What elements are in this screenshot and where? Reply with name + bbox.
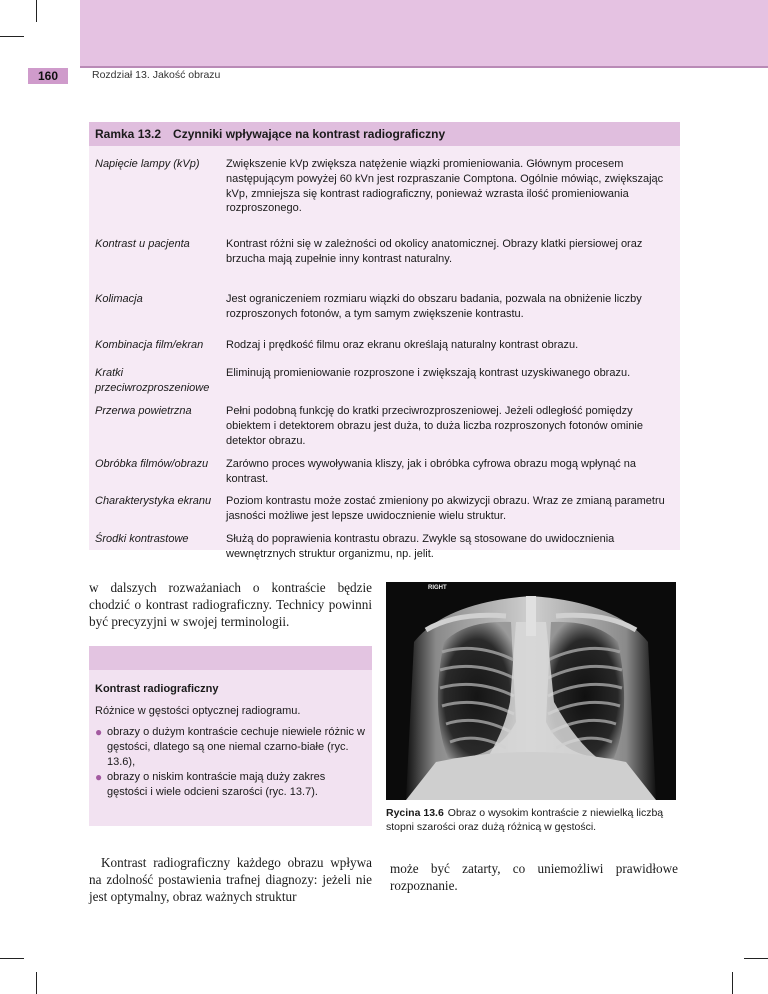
box-title: Czynniki wpływające na kontrast radiograficzny xyxy=(173,127,446,141)
box-row xyxy=(89,338,680,353)
list-item xyxy=(95,725,366,770)
row-value: Zwiększenie kVp zwiększa natężenie wiązki promieniowania. Głównym procesem następującym powyżej 60 kVn jest rozpraszanie Comptona. Ogólnie mówiąc, zwiększając kVp, zmniejsza się kontrast radiograficzny, ponieważ wzrasta ilość promieniowania rozproszonego. xyxy=(226,158,664,215)
row-value: Eliminują promieniowanie rozproszone i zwiększają kontrast uzyskiwanego obrazu. xyxy=(226,367,631,379)
box-row xyxy=(89,366,680,396)
figure-caption xyxy=(386,806,678,834)
row-key: Charakterystyka ekranu xyxy=(95,495,212,507)
paragraph: może być zatarty, co uniemożliwi prawidłowe rozpoznanie. xyxy=(390,861,678,893)
definition-box xyxy=(89,646,372,826)
header-rule xyxy=(80,66,768,68)
row-value: Pełni podobną funkcję do kratki przeciwrozproszeniowej. Jeżeli odległość pomiędzy obiektem i detektorem obrazu jest duża, to duża liczba rozproszonych fotonów ominie detektor obrazu. xyxy=(226,405,643,447)
header-band xyxy=(80,0,768,66)
page-number: 160 xyxy=(28,68,68,84)
row-key: Kombinacja film/ekran xyxy=(95,339,204,351)
figure-label: Rycina 13.6 xyxy=(386,807,444,819)
list-item-text: obrazy o niskim kontraście mają duży zakres gęstości i wiele odcieni szarości (ryc. 13.7). xyxy=(107,771,326,798)
crop-mark xyxy=(36,972,37,994)
crop-mark xyxy=(36,0,37,22)
definition-list xyxy=(89,717,372,800)
bullet-icon: ● xyxy=(95,770,103,784)
box-row xyxy=(89,157,680,216)
xray-drawing xyxy=(386,582,676,800)
row-value: Kontrast różni się w zależności od okolicy anatomicznej. Obrazy klatki piersiowej oraz brzucha mają zupełnie inny kontrast naturalny. xyxy=(226,238,643,265)
paragraph: Kontrast radiograficzny każdego obrazu wpływa na zdolność postawienia trafnej diagnozy: jeżeli nie jest optymalny, obraz ważnych struktur xyxy=(89,855,372,904)
row-key: Kolimacja xyxy=(95,293,143,305)
list-item-text: obrazy o dużym kontraście cechuje niewiele różnic w gęstości, dlatego są one niemal czarno-białe (ryc. 13.6), xyxy=(107,726,366,768)
row-key: Obróbka filmów/obrazu xyxy=(95,458,209,470)
definition-title: Kontrast radiograficzny xyxy=(95,683,219,695)
crop-mark xyxy=(732,972,733,994)
figure-caption-text: Obraz o wysokim kontraście z niewielką liczbą stopni szarości oraz dużą różnicą w gęstości. xyxy=(386,807,664,833)
crop-mark xyxy=(0,958,24,959)
box-row xyxy=(89,292,680,322)
paragraph: w dalszych rozważaniach o kontraście będzie chodzić o kontrast radiograficzny. Technicy powinni być precyzyjni w swojej terminologii. xyxy=(89,580,372,629)
crop-mark xyxy=(0,36,24,37)
box-body xyxy=(89,146,680,560)
row-key: Napięcie lampy (kVp) xyxy=(95,158,200,170)
row-value: Zarówno proces wywoływania kliszy, jak i obróbka cyfrowa obrazu mogą wpłynąć na kontrast. xyxy=(226,458,637,485)
box-row xyxy=(89,494,680,524)
row-key: Kratki przeciwrozproszeniowe xyxy=(95,367,210,394)
box-row xyxy=(89,237,680,267)
crop-mark xyxy=(744,958,768,959)
row-value: Rodzaj i prędkość filmu oraz ekranu określają naturalny kontrast obrazu. xyxy=(226,339,579,351)
row-key: Przerwa powietrzna xyxy=(95,405,192,417)
definition-subtitle: Różnice w gęstości optycznej radiogramu. xyxy=(95,705,301,717)
row-key: Kontrast u pacjenta xyxy=(95,238,190,250)
box-row xyxy=(89,457,680,487)
row-value: Poziom kontrastu może zostać zmieniony po akwizycji obrazu. Wraz ze zmianą parametru jasności możliwe jest lepsze uwidocznienie wielu struktur. xyxy=(226,495,665,522)
box-row xyxy=(89,404,680,448)
list-item xyxy=(95,770,366,800)
box-row xyxy=(89,532,680,562)
chapter-title: Rozdział 13. Jakość obrazu xyxy=(92,69,221,81)
chest-xray-image xyxy=(386,582,676,800)
definition-header xyxy=(89,646,372,670)
row-value: Służą do poprawienia kontrastu obrazu. Zwykle są stosowane do uwidocznienia wewnętrznych struktur organizmu, np. jelit. xyxy=(226,533,615,560)
row-key: Środki kontrastowe xyxy=(95,533,189,545)
box-label: Ramka 13.2 xyxy=(95,127,162,141)
box-13-2 xyxy=(89,122,680,560)
bullet-icon: ● xyxy=(95,725,103,739)
xray-marker: RIGHT xyxy=(428,585,447,591)
box-header xyxy=(89,122,680,146)
row-value: Jest ograniczeniem rozmiaru wiązki do obszaru badania, pozwala na obniżenie liczby rozproszonych fotonów, a tym samym zwiększenie kontrastu. xyxy=(226,293,642,320)
